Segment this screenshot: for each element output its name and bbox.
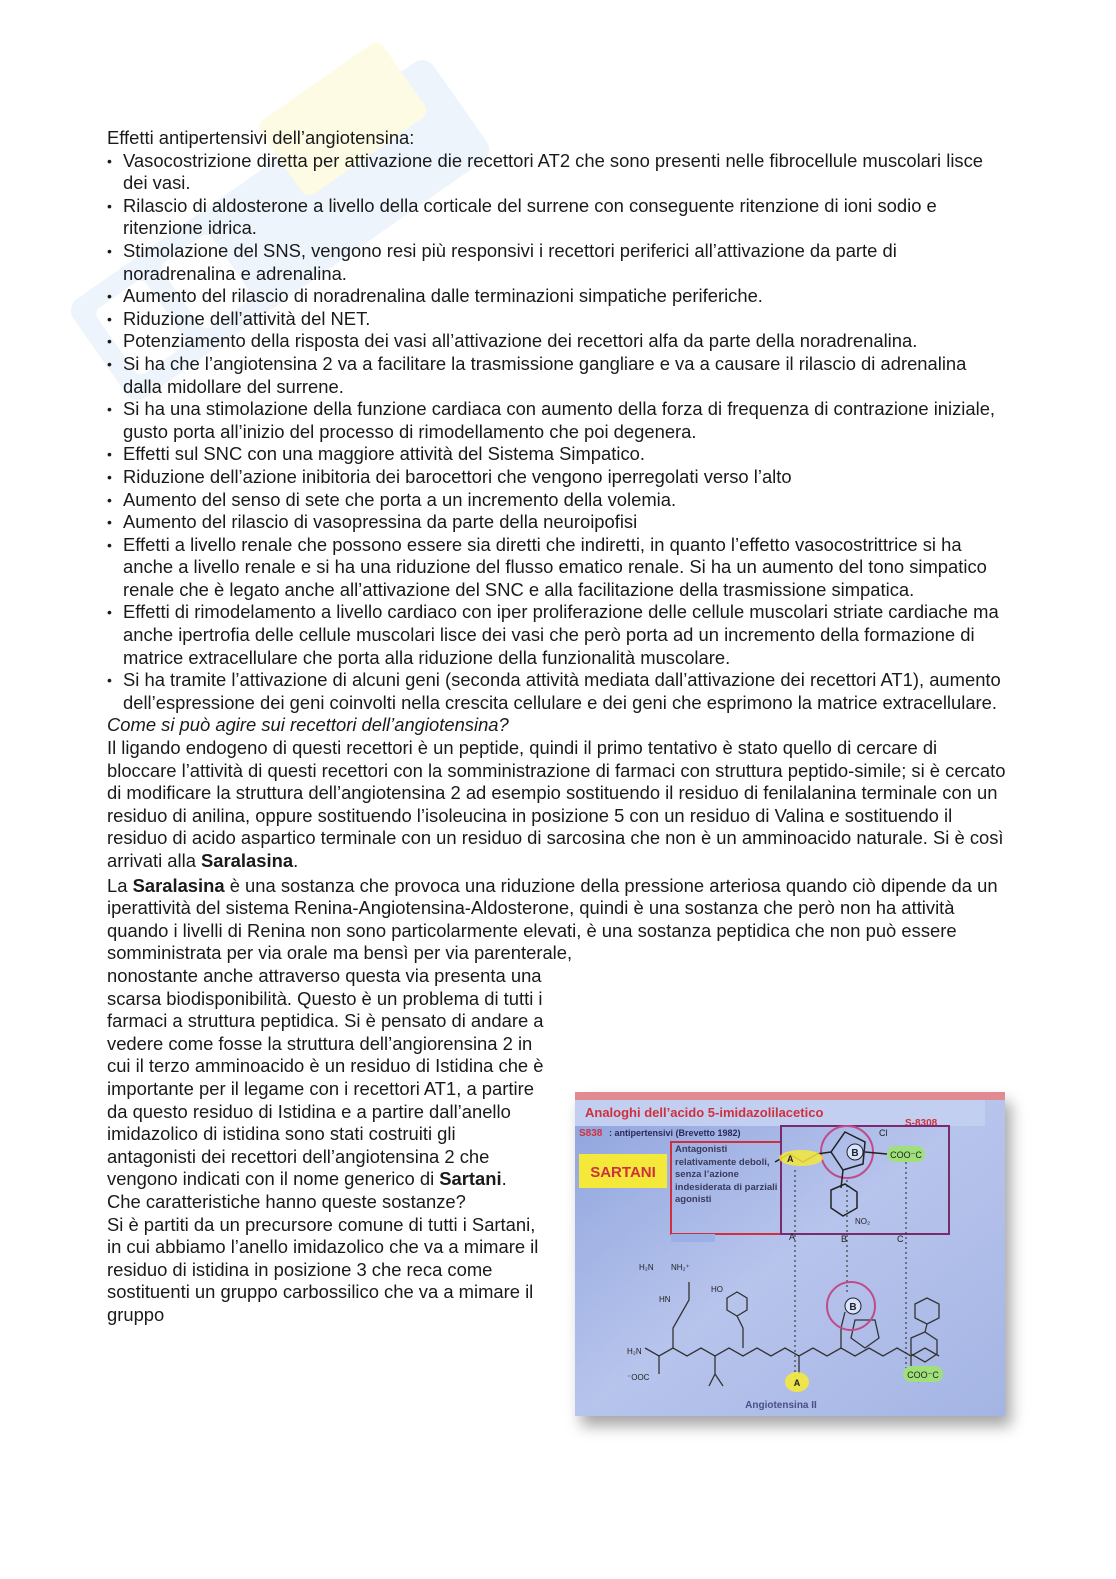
n-terminus-label: H₂N xyxy=(627,1347,642,1356)
chlorine-label: Cl xyxy=(879,1128,888,1138)
list-item: • Effetti di rimodelamento a livello cardiaco con iper proliferazione delle cellule muscolari striate cardiache ma anche ipertrofia delle cellule muscolari lisce dei vasi che però porta ad un incremento della formazione di matrice extracellulare che porta alla riduzione della funzionalità muscolare. xyxy=(107,601,1007,669)
list-item: • Effetti a livello renale che possono essere sia diretti che indiretti, in quanto l’effetto vasocostrittrice si ha anche a livello renale e si ha una riduzione del flusso ematico renale. Si ha un aumento del tono simpatico renale che è legato anche all’attivazione del SNC e alla facilitazione della trasmissione simpatica. xyxy=(107,534,1007,602)
slide-image xyxy=(575,1092,1005,1416)
list-item: • Riduzione dell’attività del NET. xyxy=(107,308,1007,331)
note-text-wrap xyxy=(675,1144,779,1234)
nitro-label: NO₂ xyxy=(855,1217,871,1226)
slide-caption: Angiotensina II xyxy=(745,1400,817,1411)
label-a-bottom: A xyxy=(793,1378,801,1388)
narrow-column xyxy=(107,965,547,1327)
paragraph xyxy=(107,875,1007,965)
paragraph-text: nonostante anche attraverso questa via presenta una scarsa biodisponibilità. Questo è un problema di tutti i farmaci a struttura peptidica. Si è pensato di andare a vedere come fosse la struttura dell’angiorensina 2 in cui il terzo amminoacido è un residuo di Istidina che è importante per il legame con i recettori AT1, a partire da questo residuo di Istidina e a partire dall’anello imidazolico di istidina sono stati costruiti gli antagonisti dei recettori dell’angiotensina 2 che vengono indicati con il nome generico di xyxy=(107,964,544,1190)
list-item: • Riduzione dell’azione inibitoria dei barocettori che vengono iperregolati verso l’alto xyxy=(107,466,1007,489)
punctuation: . xyxy=(293,850,299,871)
slide-subtitle: : antipertensivi (Brevetto 1982) xyxy=(609,1128,741,1138)
slide-top-border xyxy=(575,1092,1005,1100)
amine-label: H₂N xyxy=(639,1263,654,1272)
question-heading: Come si può agire sui recettori dell’angiotensina? xyxy=(107,714,509,736)
connector-label-c: C xyxy=(897,1234,904,1244)
term-sartani: Sartani xyxy=(439,1168,502,1190)
section-heading: Effetti antipertensivi dell’angiotensina: xyxy=(107,127,415,148)
effects-list xyxy=(107,150,1007,715)
paragraph-text: è una sostanza che provoca una riduzione della pressione arteriosa quando ciò dipende da un iperattività del sistema Renina-Angiotensina-Aldosterone, quindi è una sostanza che però non ha attività quando i livelli di Renina non sono particolarmente elevati, è una sostanza peptidica che non può essere somministrata per via orale ma bensì per via parenterale, xyxy=(107,874,998,964)
list-item: • Vasocostrizione diretta per attivazione die recettori AT2 che sono presenti nelle fibrocellule muscolari lisce dei vasi. xyxy=(107,150,1007,195)
question-line: Che caratteristiche hanno queste sostanze? xyxy=(107,1190,466,1212)
punctuation: . xyxy=(501,1168,507,1190)
list-item: • Si ha che l’angiotensina 2 va a facilitare la trasmissione gangliare e va a causare il rilascio di adrenalina dalla midollare del surrene. xyxy=(107,353,1007,398)
aspartate-label: ⁻OOC xyxy=(627,1373,650,1382)
connector-label-b: B xyxy=(841,1234,848,1244)
note-text: Antagonisti relativamente deboli, senza l’azione indesiderata di parziali agonisti xyxy=(675,1144,778,1205)
frame-tab xyxy=(671,1234,715,1242)
list-item: • Rilascio di aldosterone a livello della corticale del surrene con conseguente ritenzione di ioni sodio e ritenzione idrica. xyxy=(107,195,1007,240)
list-item: • Aumento del senso di sete che porta a un incremento della volemia. xyxy=(107,489,1007,512)
imine-label: HN xyxy=(659,1295,671,1304)
term-saralasina: Saralasina xyxy=(201,850,294,871)
list-item: • Aumento del rilascio di noradrenalina dalle terminazioni simpatiche periferiche. xyxy=(107,285,1007,308)
paragraph xyxy=(107,965,547,1191)
list-item: • Potenziamento della risposta dei vasi all’attivazione dei recettori alfa da parte della noradrenalina. xyxy=(107,330,1007,353)
paragraph-text: La xyxy=(107,874,133,896)
coo-label-top: COO⁻C xyxy=(890,1150,922,1160)
slide-figure xyxy=(575,1092,1005,1416)
sartani-label: SARTANI xyxy=(590,1164,656,1181)
slide-background xyxy=(575,1092,1005,1416)
list-item: • Si ha tramite l’attivazione di alcuni geni (seconda attività mediata dall’attivazione dei recettori AT1), aumento dell’espressione dei geni coinvolti nella crescita cellulare e dei geni che esprimono la matrice extracellulare. xyxy=(107,669,1007,714)
list-item: • Si ha una stimolazione della funzione cardiaca con aumento della forza di frequenza di contrazione iniziale, gusto porta all’inizio del processo di rimodellamento che poi degenera. xyxy=(107,398,1007,443)
group-a-highlight-top xyxy=(779,1150,823,1166)
slide-code: S-8308 xyxy=(905,1118,938,1129)
label-b-top: B xyxy=(851,1148,859,1159)
paragraph: Si è partiti da un precursore comune di tutti i Sartani, in cui abbiamo l’anello imidazolico che va a mimare il residuo di istidina in posizione 3 che reca come sostituenti un gruppo carbossilico che va a mimare il gruppo xyxy=(107,1213,539,1325)
label-a-top: A xyxy=(787,1154,794,1164)
list-item: • Aumento del rilascio di vasopressina da parte della neuroipofisi xyxy=(107,511,1007,534)
paragraph xyxy=(107,737,1007,873)
list-item: • Effetti sul SNC con una maggiore attività del Sistema Simpatico. xyxy=(107,443,1007,466)
paragraph-text: Il ligando endogeno di questi recettori è un peptide, quindi il primo tentativo è stato quello di cercare di bloccare l’attività di questi recettori con la somministrazione di farmaci con struttura peptido-simile; si è cercato di modificare la struttura dell’angiotensina 2 ad esempio sostituendo il residuo di fenilalanina terminale con un residuo di anilina, oppure sostituendo l’isoleucina in posizione 5 con un residuo di Valina e sostituendo il residuo di acido aspartico terminale con un residuo di sarcosina che non è un amminoacido naturale. Si è così arrivati alla xyxy=(107,737,1006,871)
label-b-bottom: B xyxy=(849,1302,857,1313)
slide-title: Analoghi dell’acido 5-imidazolilacetico xyxy=(585,1105,824,1120)
slide-subtitle-code: S838 xyxy=(579,1128,603,1139)
term-saralasina: Saralasina xyxy=(132,874,225,896)
connector-label-a: A xyxy=(789,1232,796,1242)
list-item: • Stimolazione del SNS, vengono resi più responsivi i recettori periferici all’attivazione da parte di noradrenalina e adrenalina. xyxy=(107,240,1007,285)
hydroxyl-label: HO xyxy=(711,1285,723,1294)
coo-label-bottom: COO⁻C xyxy=(907,1370,939,1380)
guanidinium-label: NH₂⁺ xyxy=(671,1263,690,1272)
